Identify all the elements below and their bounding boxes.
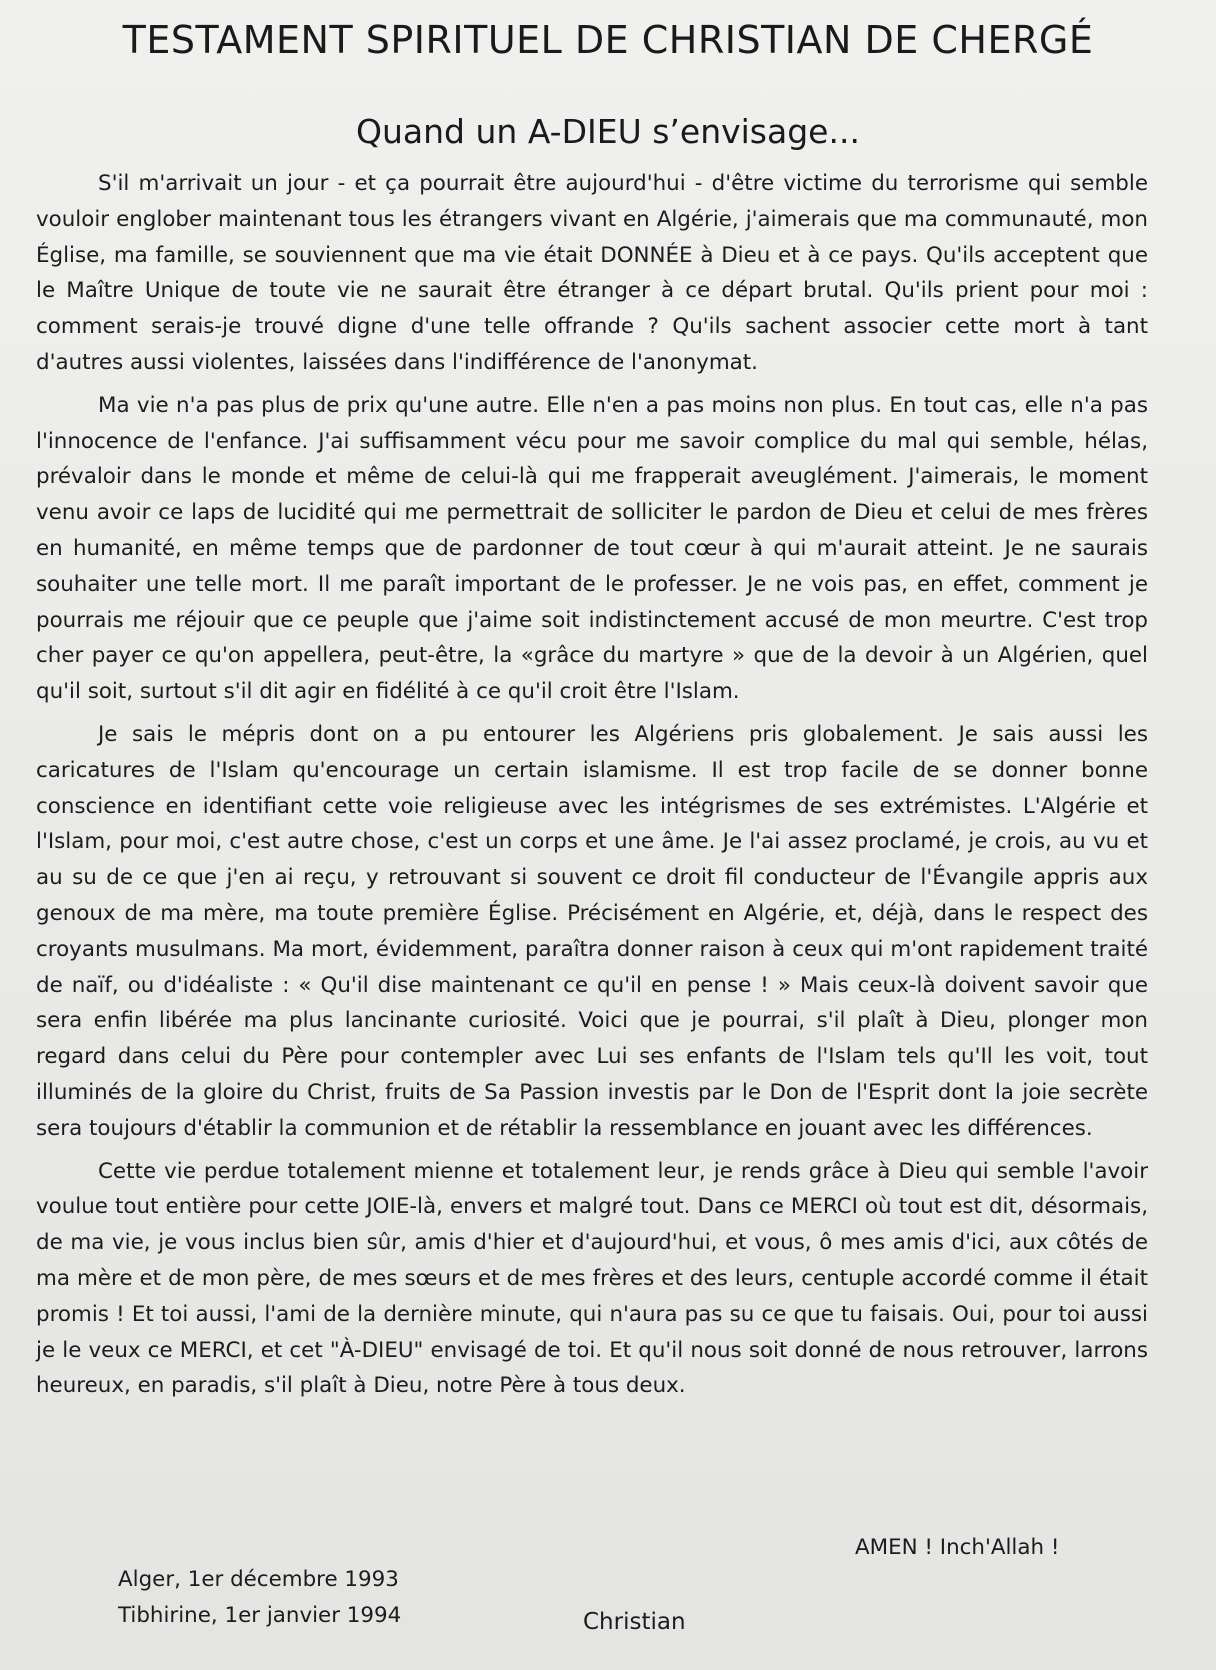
paragraph-4: Cette vie perdue totalement mienne et totalement leur, je rends grâce à Dieu qui semble l'avoir voulue tout entière pour cette JOIE-là, envers et malgré tout. Dans ce MERCI où tout est dit, désormais, de ma vie, je vous inclus bien sûr, amis d'hier et d'aujourd'hui, et vous, ô mes amis d'ici, aux côtés de ma mère et de mon père, de mes sœurs et de mes frères et des leurs, centuple accordé comme il était promis ! Et toi aussi, l'ami de la dernière minute, qui n'aura pas su ce que tu faisais. Oui, pour toi aussi je le veux ce MERCI, et cet "À-DIEU" envisagé de toi. Et qu'il nous soit donné de nous retrouver, larrons heureux, en paradis, s'il plaît à Dieu, notre Père à tous deux. — [36, 1158, 1148, 1399]
place-date-tibhirine: Tibhirine, 1er janvier 1994 — [118, 1603, 402, 1628]
paragraph-3: Je sais le mépris dont on a pu entourer les Algériens pris globalement. Je sais aussi les caricatures de l'Islam qu'encourage un certain islamisme. Il est trop facile de se donner bonne conscience en identifiant cette voie religieuse avec les intégrismes de ses extrémistes. L'Algérie et l'Islam, pour moi, c'est autre chose, c'est un corps et une âme. Je l'ai assez proclamé, je crois, au vu et au su de ce que j'en ai reçu, y retrouvant si souvent ce droit fil conducteur de l'Évangile appris aux genoux de ma mère, ma toute première Église. Précisément en Algérie, et, déjà, dans le respect des croyants musulmans. Ma mort, évidemment, paraîtra donner raison à ceux qui m'ont rapidement traité de naïf, ou d'idéaliste : « Qu'il dise maintenant ce qu'il en pense ! » Mais ceux-là doivent savoir que sera enfin libérée ma plus lancinante curiosité. Voici que je pourrai, s'il plaît à Dieu, plonger mon regard dans celui du Père pour contempler avec Lui ses enfants de l'Islam tels qu'Il les voit, tout illuminés de la gloire du Christ, fruits de Sa Passion investis par le Don de l'Esprit dont la joie secrète sera toujours d'établir la communion et de rétablir la ressemblance en jouant avec les différences. — [36, 721, 1148, 1141]
closing-amen: AMEN ! Inch'Allah ! — [855, 1535, 1060, 1560]
document-title: TESTAMENT SPIRITUEL DE CHRISTIAN DE CHERGÉ — [122, 18, 1094, 62]
place-date-alger: Alger, 1er décembre 1993 — [118, 1567, 399, 1592]
signature: Christian — [583, 1609, 686, 1635]
document-subtitle: Quand un A-DIEU s’envisage... — [356, 112, 860, 151]
document-body — [36, 166, 1148, 1404]
paragraph-1: S'il m'arrivait un jour - et ça pourrait être aujourd'hui - d'être victime du terrorisme qui semble vouloir englober maintenant tous les étrangers vivant en Algérie, j'aimerais que ma communauté, mon Église, ma famille, se souviennent que ma vie était DONNÉE à Dieu et à ce pays. Qu'ils acceptent que le Maître Unique de toute vie ne saurait être étranger à ce départ brutal. Qu'ils prient pour moi : comment serais-je trouvé digne d'une telle offrande ? Qu'ils sachent associer cette mort à tant d'autres aussi violentes, laissées dans l'indifférence de l'anonymat. — [36, 171, 1148, 375]
paragraph-2: Ma vie n'a pas plus de prix qu'une autre. Elle n'en a pas moins non plus. En tout cas, elle n'a pas l'innocence de l'enfance. J'ai suffisamment vécu pour me savoir complice du mal qui semble, hélas, prévaloir dans le monde et même de celui-là qui me frapperait aveuglément. J'aimerais, le moment venu avoir ce laps de lucidité qui me permettrait de solliciter le pardon de Dieu et celui de mes frères en humanité, en même temps que de pardonner de tout cœur à qui m'aurait atteint. Je ne saurais souhaiter une telle mort. Il me paraît important de le professer. Je ne vois pas, en effet, comment je pourrais me réjouir que ce peuple que j'aime soit indistinctement accusé de mon meurtre. C'est trop cher payer ce qu'on appellera, peut-être, la «grâce du martyre » que de la devoir à un Algérien, quel qu'il soit, surtout s'il dit agir en fidélité à ce qu'il croit être l'Islam. — [36, 392, 1148, 705]
